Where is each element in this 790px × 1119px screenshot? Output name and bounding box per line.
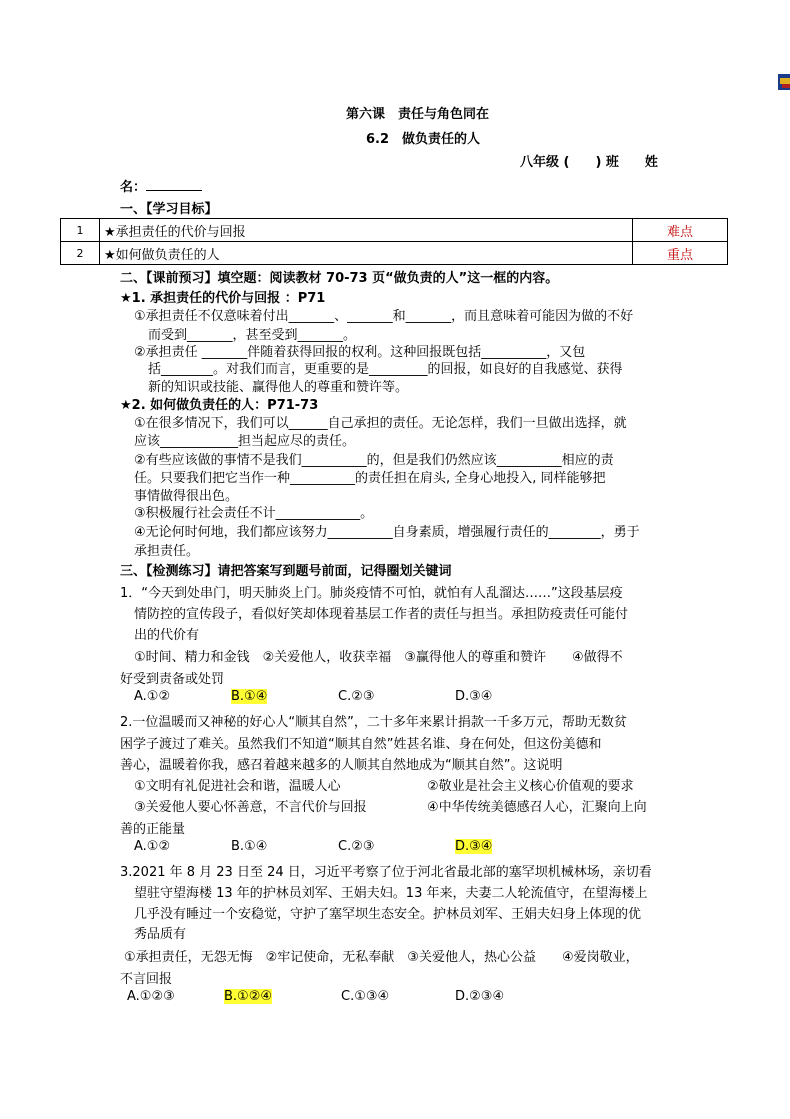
q1-option-c: C.②③: [338, 689, 375, 704]
q3-statements: 不言回报: [120, 972, 173, 987]
q3-stem: 3.2021 年 8 月 23 日至 24 日，习近平考察了位于河北省最北部的塞罕坝机械林场，亲切看: [120, 865, 652, 880]
q2-option-d-answer: D.③④: [455, 839, 493, 854]
q3-option-c: C.①③④: [341, 989, 390, 1004]
goals-table: [60, 218, 728, 265]
preview-s1-line: 而受到_______，甚至受到_______。: [148, 328, 357, 343]
q1-option-d: D.③④: [455, 689, 493, 704]
q1-option-a: A.①②: [134, 689, 171, 704]
preview-s2-line: 任。只要我们把它当作一种__________的责任担在肩头, 全身心地投入, 同样能够把: [134, 471, 606, 486]
preview-s2-line: 承担责任。: [134, 544, 200, 559]
q1-stem: 出的代价有: [134, 628, 200, 643]
q2-statement: ①文明有礼促进社会和谐，温暖人心: [134, 779, 341, 794]
goal-text: ★如何做负责任的人: [100, 242, 633, 265]
q2-statement: ②敬业是社会主义核心价值观的要求: [427, 779, 634, 794]
preview-s2-line: ④无论何时何地，我们都应该努力__________自身素质，增强履行责任的________，勇于: [134, 525, 640, 540]
q3-statements: ①承担责任，无怨无悔 ②牢记使命，无私奉献 ③关爱他人，热心公益 ④爱岗敬业，: [124, 950, 639, 965]
q3-option-b-answer: B.①②④: [224, 989, 273, 1004]
q2-statement: ④中华传统美德感召人心，汇聚向上向: [427, 800, 647, 815]
table-row: [61, 242, 728, 265]
preview-s2-line: ②有些应该做的事情不是我们__________的，但是我们仍然应该__________相应的责: [134, 453, 614, 468]
preview-s2-line: 应该____________担当起应尽的责任。: [134, 434, 356, 449]
q1-statements: ①时间、精力和金钱 ②关爱他人，收获幸福 ③赢得他人的尊重和赞许 ④做得不: [134, 650, 623, 665]
q2-option-c: C.②③: [338, 839, 375, 854]
preview-s1-line: 括________。对我们而言，更重要的是_________的回报，如良好的自我感觉、获得: [148, 362, 623, 377]
goal-tag: 难点: [633, 219, 728, 242]
q2-stem: 2.一位温暖而又神秘的好心人“顺其自然”，二十多年来累计捐款一千多万元，帮助无数贫: [120, 715, 627, 730]
q3-option-a: A.①②③: [127, 989, 175, 1004]
q1-statements: 好受到责备或处罚: [120, 672, 225, 687]
q2-option-a: A.①②: [134, 839, 171, 854]
class-name-line: 八年级 ( ) 班 姓: [520, 155, 658, 170]
lesson-title: 第六课 责任与角色同在: [346, 107, 490, 122]
goal-number: 2: [61, 242, 100, 265]
preview-s2-line: ③积极履行社会责任不计_____________。: [134, 506, 374, 521]
preview-s1-line: ①承担责任不仅意味着付出_______、_______和_______，而且意味着可能因为做的不好: [134, 309, 634, 324]
preview-s1-line: ②承担责任 _______伴随着获得回报的权利。这种回报既包括__________，又包: [134, 345, 586, 360]
q1-option-b-answer: B.①④: [231, 689, 268, 704]
q3-stem: 秀品质有: [134, 927, 187, 942]
q2-stem: 困学子渡过了难关。虽然我们不知道“顺其自然”姓甚名谁、身在何处，但这份美德和: [120, 737, 602, 752]
goal-number: 1: [61, 219, 100, 242]
q2-option-b: B.①④: [231, 839, 268, 854]
q3-option-d: D.②③④: [455, 989, 505, 1004]
q2-statement: ③关爱他人要心怀善意，不言代价与回报: [134, 800, 367, 815]
preview-s1-line: 新的知识或技能、赢得他人的尊重和赞许等。: [148, 380, 409, 395]
q2-stem: 善心，温暖着你我，感召着越来越多的人顺其自然地成为“顺其自然”。这说明: [120, 758, 563, 773]
preview-s2-title: ★2. 如何做负责任的人：P71-73: [120, 398, 319, 413]
preview-s2-line: 事情做得很出色。: [134, 489, 239, 504]
q3-stem: 望驻守望海楼 13 年的护林员刘军、王娟夫妇。13 年来，夫妻二人轮流值守，在望海楼上: [134, 886, 648, 901]
q1-stem: 1．“今天到处串门，明天肺炎上门。肺炎疫情不可怕，就怕有人乱溜达……”这段基层疫: [120, 586, 623, 601]
goal-text: ★承担责任的代价与回报: [100, 219, 633, 242]
name-label-text: 名：: [120, 180, 147, 195]
q3-stem: 几乎没有睡过一个安稳觉，守护了塞罕坝生态安全。护林员刘军、王娟夫妇身上体现的优: [134, 907, 642, 922]
preview-heading: 二、【课前预习】填空题：阅读教材 70-73 页“做负责的人”这一框的内容。: [120, 271, 559, 286]
preview-s2-line: ①在很多情况下，我们可以______自己承担的责任。无论怎样，我们一旦做出选择，就: [134, 416, 627, 431]
school-logo-icon: [776, 70, 790, 92]
table-row: [61, 219, 728, 242]
q2-statement: 善的正能量: [120, 822, 186, 837]
name-label: [120, 176, 202, 195]
goal-tag: 重点: [633, 242, 728, 265]
goals-heading: 一、【学习目标】: [120, 202, 218, 217]
name-blank: [146, 178, 202, 191]
q1-stem: 情防控的宣传段子，看似好笑却体现着基层工作者的责任与担当。承担防疫责任可能付: [134, 607, 629, 622]
preview-s1-title: ★1. 承担责任的代价与回报 ：P71: [120, 291, 326, 306]
practice-heading: 三、【检测练习】请把答案写到题号前面，记得圈划关键词: [120, 564, 452, 579]
section-subtitle: 6.2 做负责任的人: [366, 132, 481, 147]
